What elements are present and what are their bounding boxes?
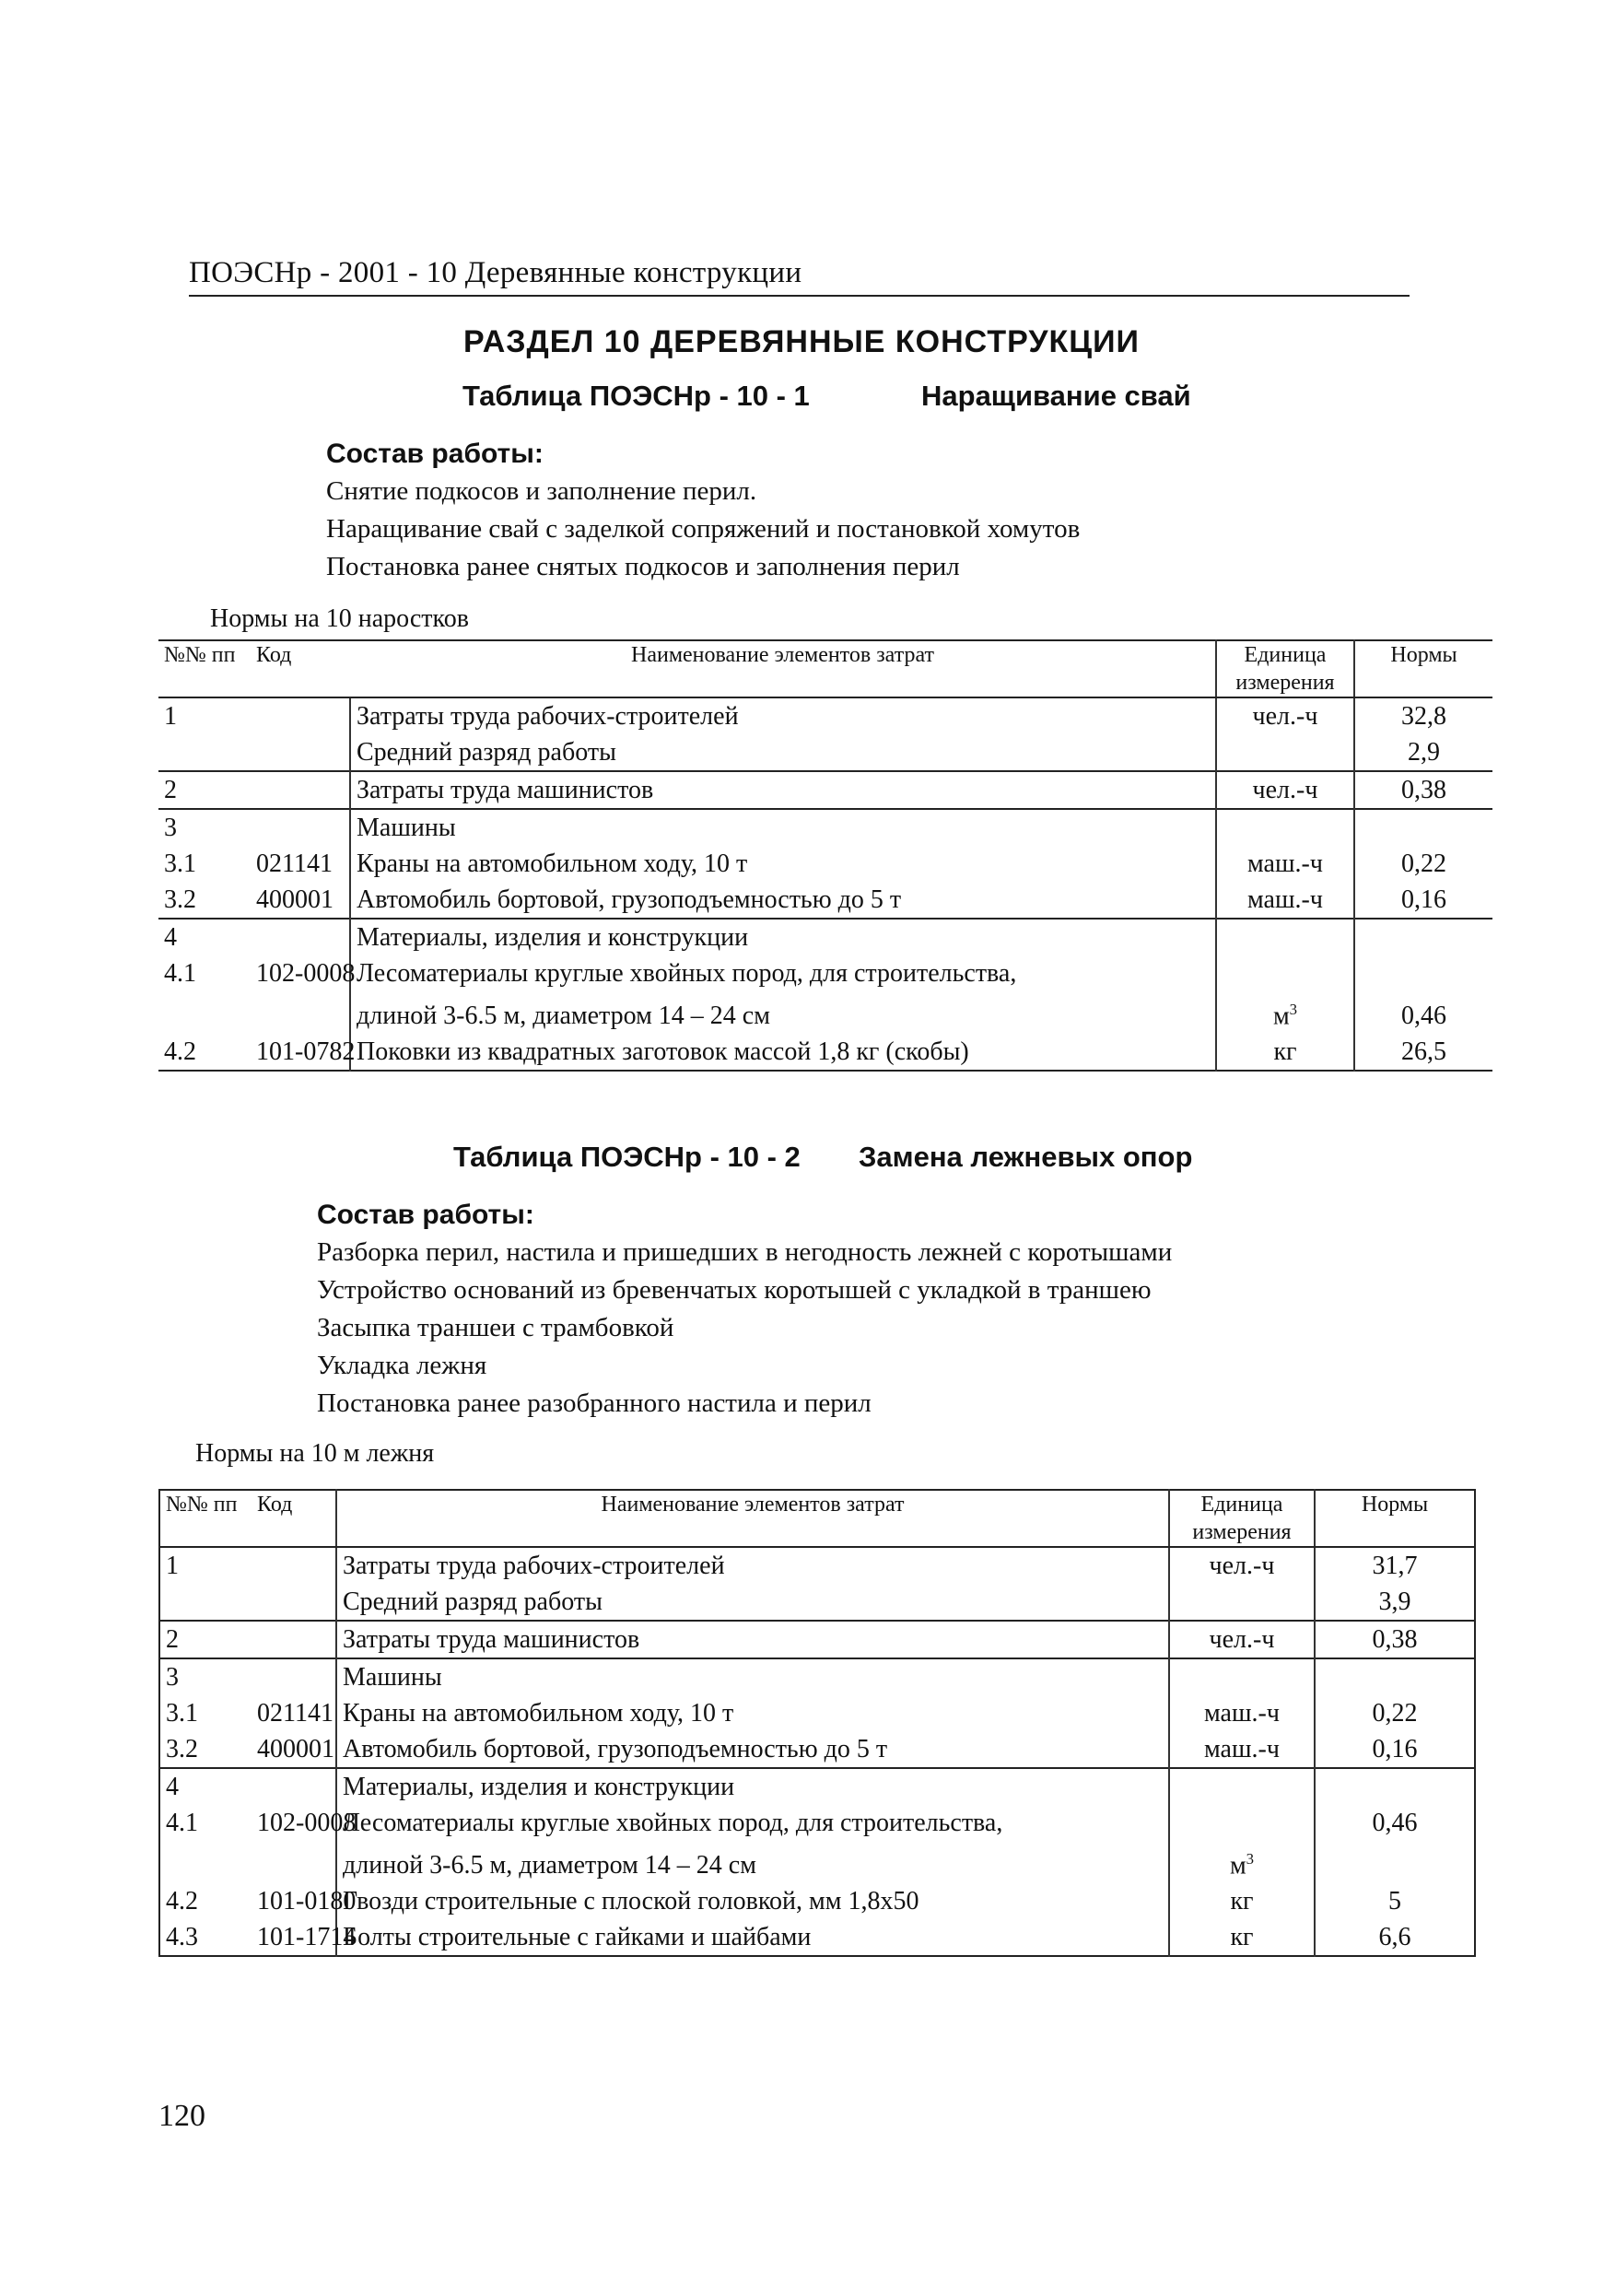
table-row	[159, 1731, 1475, 1768]
row-name: Затраты труда рабочих-строителей	[336, 1547, 1169, 1584]
table-row	[159, 1584, 1475, 1621]
row-norm	[1315, 1658, 1475, 1695]
row-name: длиной 3-6.5 м, диаметром 14 – 24 см	[350, 991, 1216, 1034]
row-num: 4.3	[166, 1923, 198, 1952]
row-code	[252, 1621, 336, 1658]
table-row	[158, 991, 1492, 1034]
row-norm	[1315, 1841, 1475, 1883]
table1-number: Таблица ПОЭСНр - 10 - 1	[462, 380, 810, 412]
row-code	[251, 734, 350, 771]
row-code: 102-0008	[251, 955, 350, 991]
row-num: 4	[159, 1768, 252, 1805]
table1-work-composition	[326, 435, 1080, 586]
row-code: 102-0008	[252, 1805, 336, 1841]
work-item: Укладка лежня	[317, 1351, 487, 1380]
row-norm	[1354, 919, 1492, 955]
row-code	[251, 991, 350, 1034]
row-unit: чел.-ч	[1216, 697, 1354, 734]
row-unit: маш.-ч	[1216, 882, 1354, 919]
row-name: Болты строительные с гайками и шайбами	[336, 1919, 1169, 1956]
row-name: Автомобиль бортовой, грузоподъемностью до 5 т	[336, 1731, 1169, 1768]
row-name: длиной 3-6.5 м, диаметром 14 – 24 см	[336, 1841, 1169, 1883]
row-unit: чел.-ч	[1216, 771, 1354, 809]
table-row	[158, 882, 1492, 919]
row-num: 1	[158, 697, 251, 734]
row-code	[252, 1547, 336, 1584]
row-unit	[1169, 1805, 1315, 1841]
row-num: 3	[158, 809, 251, 846]
row-name: Материалы, изделия и конструкции	[350, 919, 1216, 955]
column-header-name: Наименование элементов затрат	[350, 640, 1216, 697]
table-row	[158, 697, 1492, 734]
row-name: Средний разряд работы	[350, 734, 1216, 771]
row-code: 021141	[252, 1695, 336, 1731]
row-code	[252, 1584, 336, 1621]
table2-norms-caption: Нормы на 10 м лежня	[195, 1439, 435, 1468]
column-header-norm: Нормы	[1354, 640, 1492, 697]
row-num: 4.2	[166, 1887, 198, 1916]
row-code: 101-0180	[252, 1883, 336, 1919]
running-header: ПОЭСНр - 2001 - 10 Деревянные конструкции	[189, 254, 1410, 297]
row-unit: чел.-ч	[1169, 1621, 1315, 1658]
row-norm	[1354, 809, 1492, 846]
row-code	[251, 919, 350, 955]
column-header-unit: Единица измерения	[1216, 640, 1354, 697]
row-unit	[1169, 1768, 1315, 1805]
row-norm: 0,38	[1315, 1621, 1475, 1658]
row-num: 2	[158, 771, 251, 809]
page-number: 120	[158, 2099, 205, 2133]
row-norm: 32,8	[1354, 697, 1492, 734]
row-num: 3	[159, 1658, 252, 1695]
work-item: Засыпка траншеи с трамбовкой	[317, 1313, 674, 1342]
row-num: 3.1	[166, 1699, 198, 1728]
work-label: Состав работы:	[317, 1200, 534, 1230]
table1-norms-caption: Нормы на 10 наростков	[210, 604, 469, 633]
row-norm: 0,22	[1401, 849, 1446, 878]
row-name: Материалы, изделия и конструкции	[336, 1768, 1169, 1805]
row-name: Затраты труда машинистов	[350, 771, 1216, 809]
row-name: Машины	[350, 809, 1216, 846]
row-norm: 26,5	[1401, 1037, 1446, 1067]
row-num: 3.2	[166, 1735, 198, 1763]
row-unit	[1216, 919, 1354, 955]
row-unit: чел.-ч	[1169, 1547, 1315, 1584]
row-num: 4	[158, 919, 251, 955]
row-unit: маш.-ч	[1169, 1731, 1315, 1768]
table-row	[158, 919, 1492, 955]
row-num: 3.1	[164, 849, 196, 878]
table-row	[159, 1768, 1475, 1805]
row-name: Гвозди строительные с плоской головкой, мм 1,8х50	[336, 1883, 1169, 1919]
row-num: 1	[159, 1547, 252, 1584]
row-unit: $м^3$	[1216, 991, 1354, 1034]
table-row	[159, 1805, 1475, 1841]
row-num: 4.2	[164, 1037, 196, 1067]
work-label: Состав работы:	[326, 439, 544, 469]
table-row	[159, 1919, 1475, 1956]
column-header-code: Код	[251, 640, 350, 697]
row-num: 4.1	[166, 1809, 198, 1837]
column-header-code: Код	[252, 1490, 336, 1547]
row-unit	[1169, 1584, 1315, 1621]
row-num: 4.1	[164, 959, 196, 988]
row-unit: кг	[1169, 1883, 1315, 1919]
row-norm: 0,16	[1372, 1735, 1418, 1763]
work-item: Постановка ранее разобранного настила и перил	[317, 1388, 872, 1418]
work-item: Устройство оснований из бревенчатых коротышей с укладкой в траншею	[317, 1275, 1152, 1305]
row-unit	[1216, 809, 1354, 846]
table1-heading	[462, 380, 1292, 416]
table2-name: Замена лежневых опор	[859, 1141, 1193, 1173]
row-norm: 3,9	[1378, 1587, 1411, 1616]
row-norm: 0,46	[1372, 1809, 1418, 1837]
section-title: РАЗДЕЛ 10 ДЕРЕВЯННЫЕ КОНСТРУКЦИИ	[463, 324, 1140, 359]
row-norm: 0,46	[1401, 1002, 1446, 1031]
row-num	[158, 734, 251, 771]
table1-body	[158, 697, 1492, 1071]
table-row	[159, 1883, 1475, 1919]
column-header-num: №№ пп	[159, 1490, 252, 1547]
row-norm: 6,6	[1378, 1923, 1411, 1952]
row-num	[158, 991, 251, 1034]
row-unit	[1169, 1658, 1315, 1695]
row-name: Автомобиль бортовой, грузоподъемностью до 5 т	[350, 882, 1216, 919]
table1-norms	[158, 639, 1492, 1072]
row-name: Машины	[336, 1658, 1169, 1695]
row-code	[251, 697, 350, 734]
row-name: Краны на автомобильном ходу, 10 т	[336, 1695, 1169, 1731]
row-norm	[1354, 955, 1492, 991]
row-code: 101-1714	[252, 1919, 336, 1956]
row-norm: 0,38	[1354, 771, 1492, 809]
table-row	[159, 1621, 1475, 1658]
table-row	[158, 771, 1492, 809]
column-header-num: №№ пп	[158, 640, 251, 697]
row-unit: маш.-ч	[1216, 846, 1354, 882]
row-code: 101-0782	[251, 1034, 350, 1071]
row-norm: 5	[1388, 1887, 1401, 1916]
row-name: Лесоматериалы круглые хвойных пород, для строительства,	[350, 955, 1216, 991]
table2-heading	[453, 1141, 1282, 1177]
table-row	[159, 1841, 1475, 1883]
row-unit: маш.-ч	[1169, 1695, 1315, 1731]
row-num	[159, 1841, 252, 1883]
table1-name: Наращивание свай	[921, 380, 1191, 412]
work-item: Разборка перил, настила и пришедших в негодность лежней с коротышами	[317, 1237, 1173, 1267]
row-unit	[1216, 734, 1354, 771]
row-code: 400001	[251, 882, 350, 919]
row-code: 400001	[252, 1731, 336, 1768]
row-norm: 2,9	[1408, 738, 1440, 767]
table-row	[158, 734, 1492, 771]
row-norm	[1315, 1768, 1475, 1805]
row-name: Затраты труда рабочих-строителей	[350, 697, 1216, 734]
row-num: 2	[159, 1621, 252, 1658]
row-code	[251, 771, 350, 809]
row-norm: 0,16	[1401, 885, 1446, 914]
column-header-norm: Нормы	[1315, 1490, 1475, 1547]
row-norm: 31,7	[1315, 1547, 1475, 1584]
row-unit	[1216, 955, 1354, 991]
row-code	[252, 1768, 336, 1805]
table-row	[159, 1695, 1475, 1731]
row-num	[159, 1584, 252, 1621]
table-row	[159, 1547, 1475, 1584]
row-unit: кг	[1216, 1034, 1354, 1071]
row-num: 3.2	[164, 885, 196, 914]
row-name: Поковки из квадратных заготовок массой 1,8 кг (скобы)	[350, 1034, 1216, 1071]
table-row	[158, 846, 1492, 882]
table2-work-composition	[317, 1196, 1172, 1423]
row-code	[251, 809, 350, 846]
column-header-unit: Единица измерения	[1169, 1490, 1315, 1547]
table2-norms	[158, 1489, 1476, 1957]
row-name: Лесоматериалы круглые хвойных пород, для строительства,	[336, 1805, 1169, 1841]
row-unit: кг	[1169, 1919, 1315, 1956]
row-name: Краны на автомобильном ходу, 10 т	[350, 846, 1216, 882]
row-name: Затраты труда машинистов	[336, 1621, 1169, 1658]
row-name: Средний разряд работы	[336, 1584, 1169, 1621]
table-row	[158, 955, 1492, 991]
row-code	[252, 1658, 336, 1695]
table-row	[158, 1034, 1492, 1071]
row-norm: 0,22	[1372, 1699, 1418, 1728]
row-code	[252, 1841, 336, 1883]
row-unit: $м^3$	[1169, 1841, 1315, 1883]
table-row	[158, 809, 1492, 846]
table2-number: Таблица ПОЭСНр - 10 - 2	[453, 1141, 801, 1173]
work-item: Наращивание свай с заделкой сопряжений и постановкой хомутов	[326, 514, 1081, 544]
row-code: 021141	[251, 846, 350, 882]
table-row	[159, 1658, 1475, 1695]
work-item: Постановка ранее снятых подкосов и заполнения перил	[326, 552, 960, 581]
column-header-name: Наименование элементов затрат	[336, 1490, 1169, 1547]
work-item: Снятие подкосов и заполнение перил.	[326, 476, 757, 506]
table2-body	[159, 1547, 1475, 1956]
